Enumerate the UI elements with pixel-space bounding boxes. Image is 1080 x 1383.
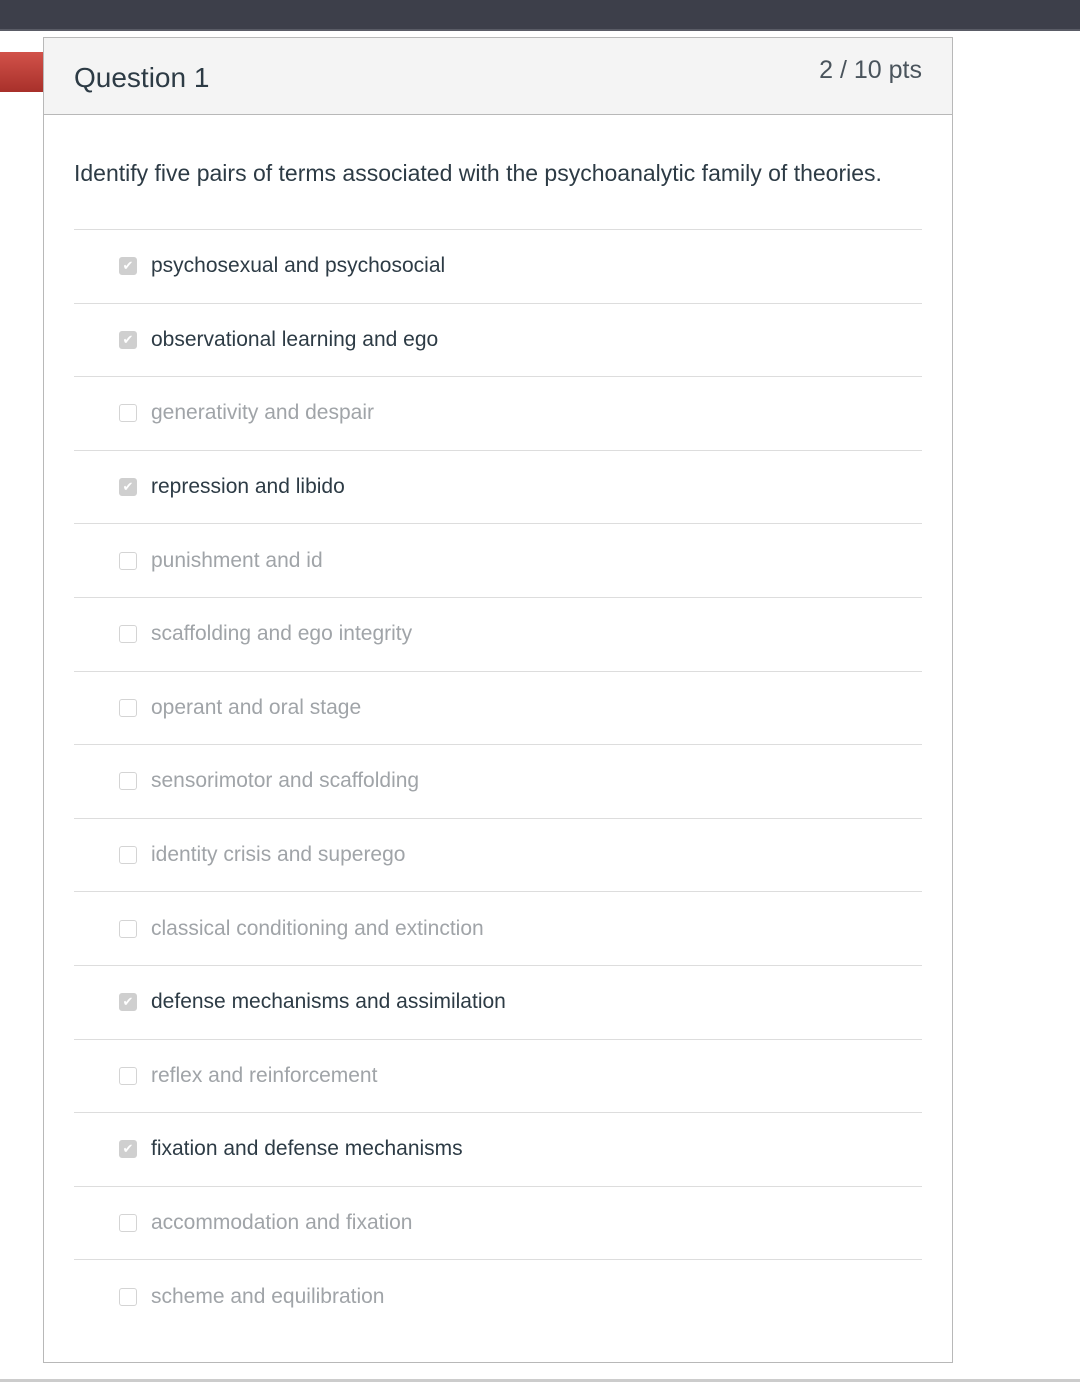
answer-option[interactable]	[74, 672, 922, 746]
answer-option[interactable]	[74, 1260, 922, 1334]
answer-label: fixation and defense mechanisms	[151, 1137, 463, 1161]
checkbox-icon[interactable]	[119, 404, 137, 422]
answer-option[interactable]	[74, 819, 922, 893]
answer-label: punishment and id	[151, 548, 323, 572]
answer-option[interactable]	[74, 377, 922, 451]
answer-option[interactable]	[74, 745, 922, 819]
answer-label: accommodation and fixation	[151, 1211, 413, 1235]
checkbox-icon[interactable]	[119, 846, 137, 864]
answer-option[interactable]	[74, 524, 922, 598]
divider	[0, 1379, 1080, 1382]
answer-label: generativity and despair	[151, 401, 374, 425]
question-text: Identify five pairs of terms associated with the psychoanalytic family of theories.	[74, 160, 882, 186]
answer-option[interactable]	[74, 1187, 922, 1261]
answer-label: psychosexual and psychosocial	[151, 254, 446, 278]
answer-option[interactable]	[74, 892, 922, 966]
checkbox-icon[interactable]	[119, 1067, 137, 1085]
answer-label: operant and oral stage	[151, 695, 362, 719]
answer-label: sensorimotor and scaffolding	[151, 769, 420, 793]
question-title: Question 1	[74, 62, 210, 93]
question-header	[44, 38, 952, 115]
checkbox-icon[interactable]	[119, 552, 137, 570]
answer-option[interactable]	[74, 230, 922, 304]
answer-option[interactable]	[74, 304, 922, 378]
answer-label: identity crisis and superego	[151, 843, 406, 867]
answer-option[interactable]	[74, 598, 922, 672]
checkbox-checked-icon[interactable]: ✔	[119, 1140, 137, 1158]
answer-label: scaffolding and ego integrity	[151, 622, 413, 646]
answer-option[interactable]	[74, 1113, 922, 1187]
checkbox-icon[interactable]	[119, 699, 137, 717]
checkbox-icon[interactable]	[119, 772, 137, 790]
checkbox-icon[interactable]	[119, 920, 137, 938]
answer-option[interactable]	[74, 966, 922, 1040]
checkbox-checked-icon[interactable]: ✔	[119, 993, 137, 1011]
checkbox-checked-icon[interactable]: ✔	[119, 331, 137, 349]
answer-list	[74, 229, 922, 1334]
checkbox-checked-icon[interactable]: ✔	[119, 478, 137, 496]
answer-label: repression and libido	[151, 475, 345, 499]
answer-label: defense mechanisms and assimilation	[151, 990, 506, 1014]
answer-label: classical conditioning and extinction	[151, 916, 484, 940]
question-points: 2 / 10 pts	[819, 56, 922, 84]
answer-option[interactable]	[74, 1040, 922, 1114]
question-card	[43, 37, 953, 1363]
checkbox-icon[interactable]	[119, 625, 137, 643]
checkbox-icon[interactable]	[119, 1288, 137, 1306]
answer-option[interactable]	[74, 451, 922, 525]
answer-label: observational learning and ego	[151, 327, 439, 351]
checkbox-checked-icon[interactable]: ✔	[119, 257, 137, 275]
answer-label: reflex and reinforcement	[151, 1063, 378, 1087]
top-navigation-bar	[0, 0, 1080, 31]
answer-label: scheme and equilibration	[151, 1285, 385, 1309]
checkbox-icon[interactable]	[119, 1214, 137, 1232]
